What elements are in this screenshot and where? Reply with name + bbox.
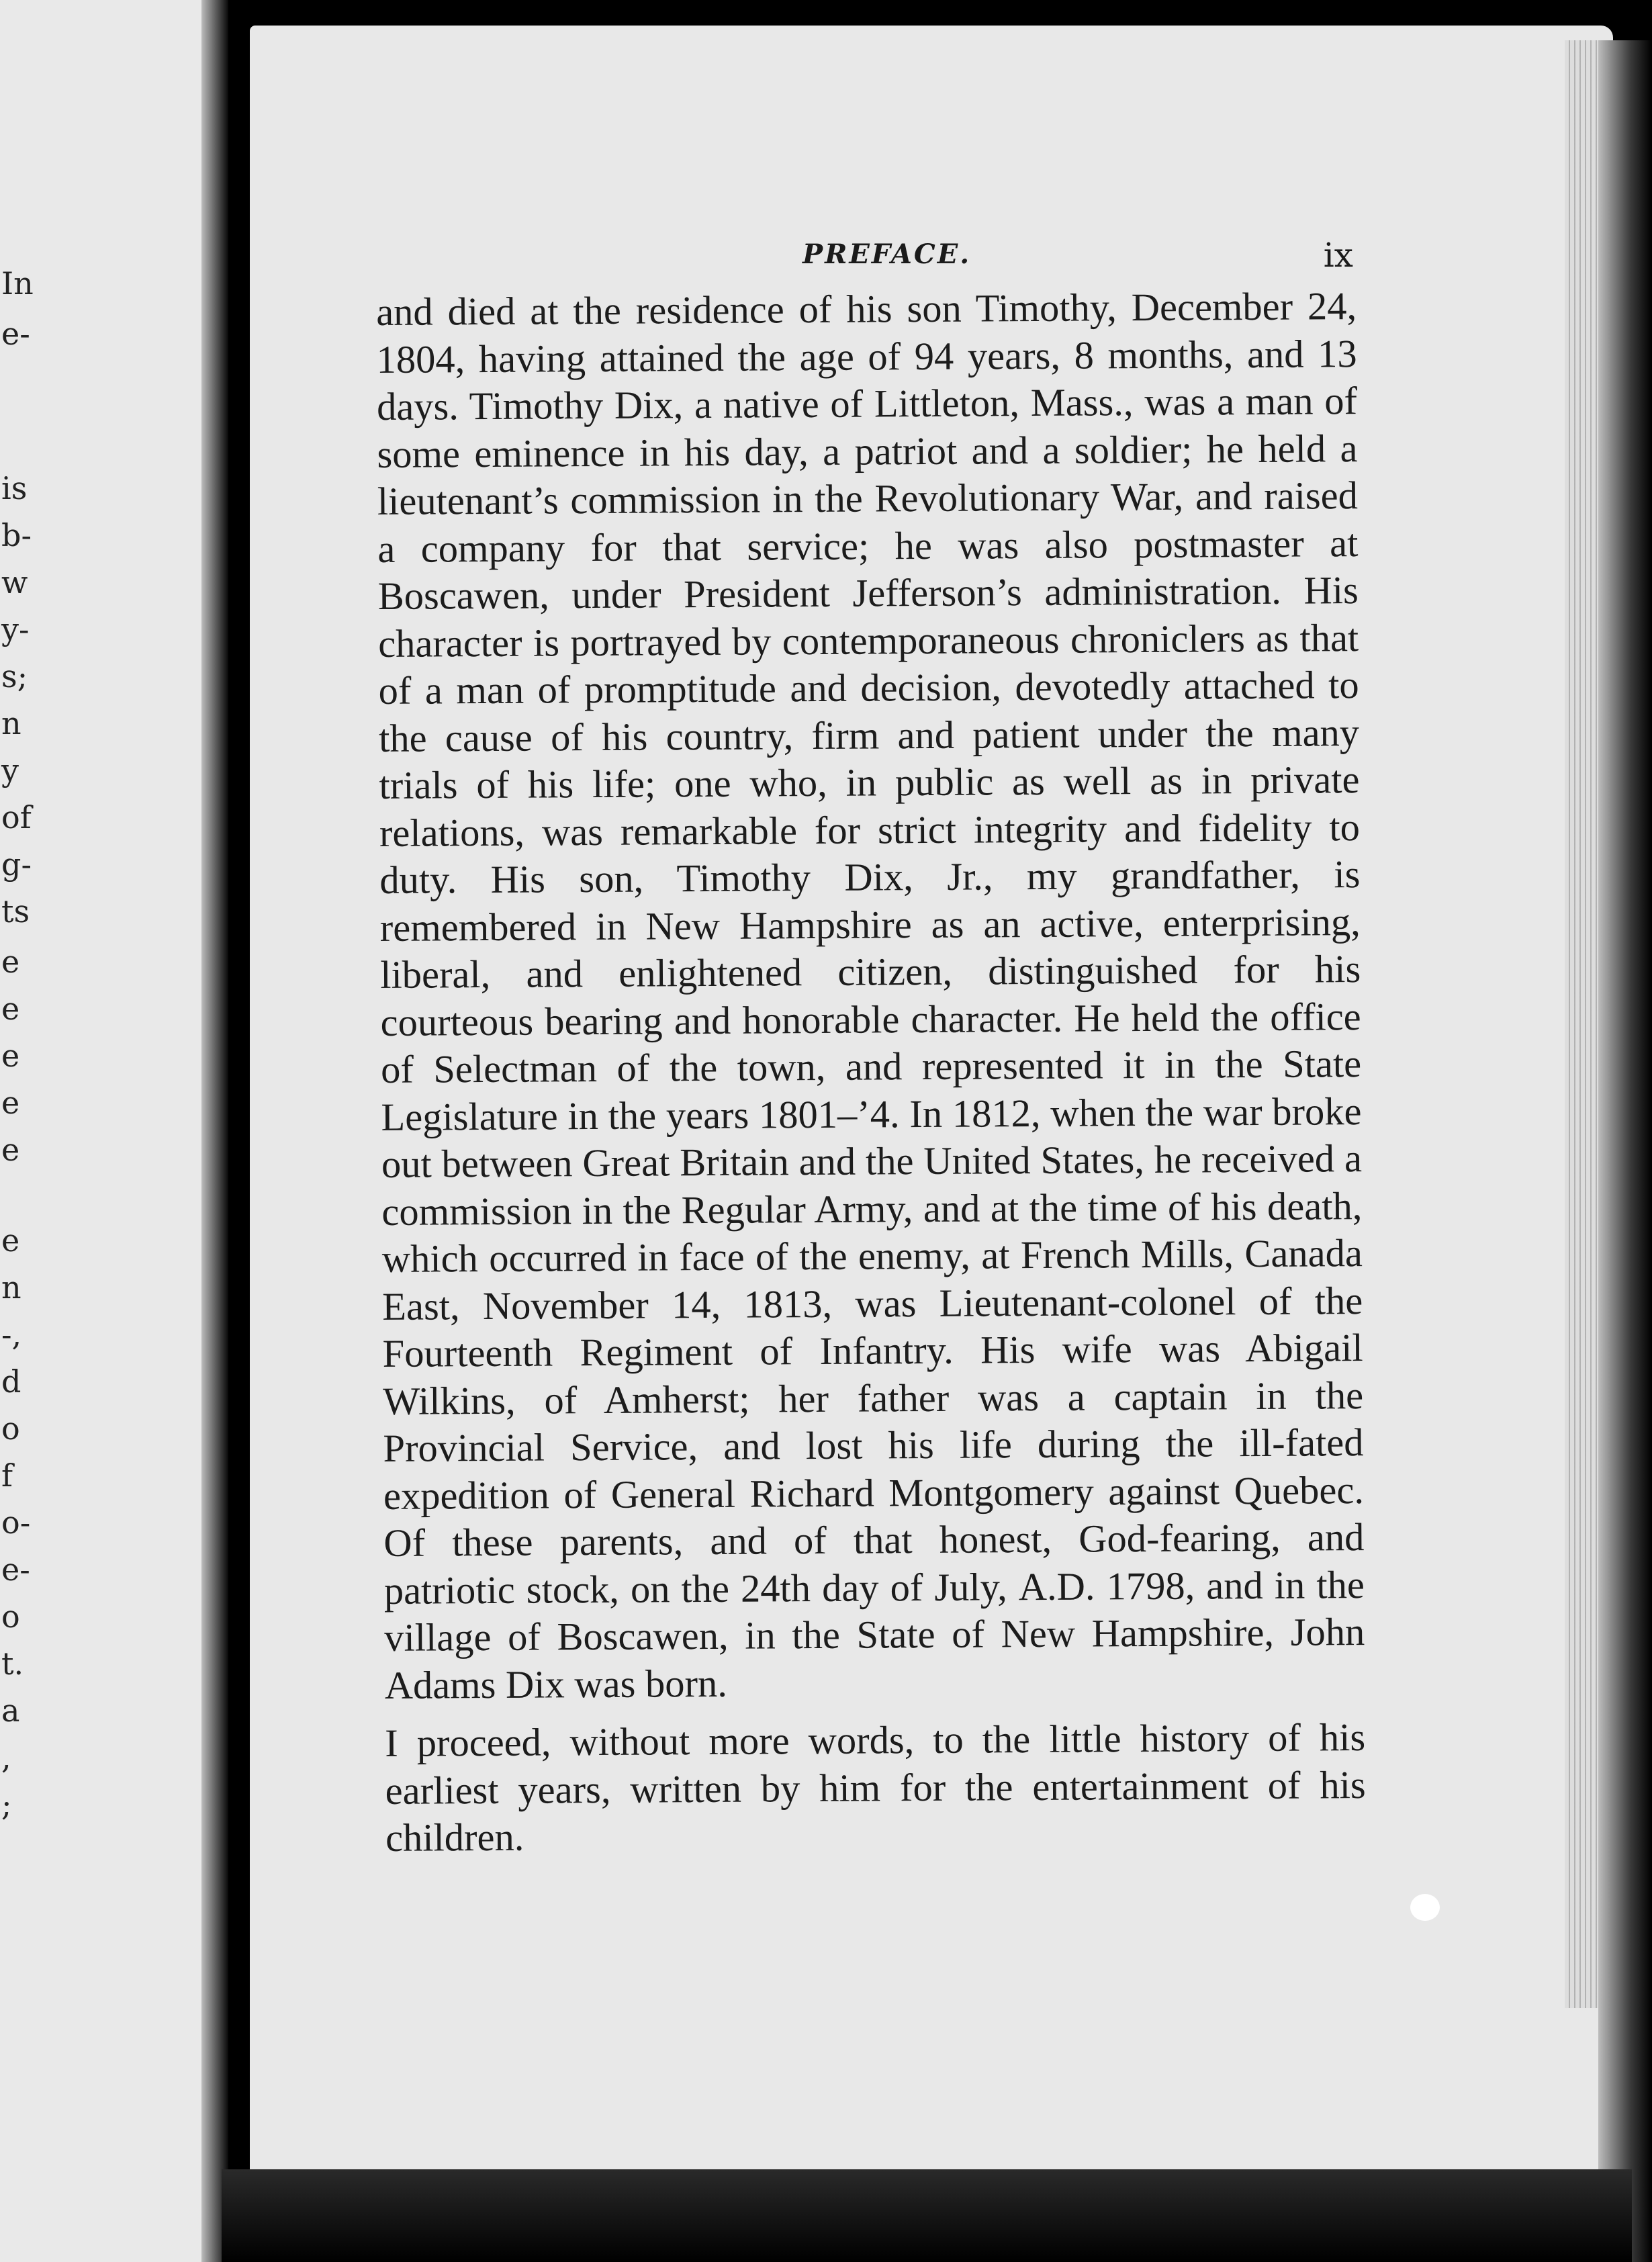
paragraph	[385, 1714, 1366, 1862]
fragment: ,	[1, 1739, 11, 1776]
right-edge-shadow	[1598, 40, 1652, 2262]
page-body	[376, 283, 1366, 1862]
fragment: ;	[1, 1786, 12, 1823]
bottom-edge-shadow	[222, 2169, 1632, 2262]
paragraph-text: and died at the residence of his son Timothy, December 24, 1804, having attained the age of 94 years, 8 months, and 13 days. Timothy Dix, a native of Littleton, Mass., was a man of some eminence in his day, a patriot and a soldier; he held a lieutenant’s commission in the Revolutionary War, and raised a company for that service; he was also postmaster at Boscawen, under President Jefferson’s administration. His character is portrayed by contemporaneous chroniclers as that of a man of promptitude and decision, devotedly attached to the cause of his country, firm and patient under the many trials of his life; one who, in public as well as in private relations, was remarkable for strict integrity and fidelity to duty. His son, Timothy Dix, Jr., my grandfather, is remembered in New Hampshire as an active, enterprising, liberal, and enlightened citizen, distinguished for his courteous bearing and honorable character. He held the office of Selectman of the town, and represented it in the State Legislature in the years 1801–’4. In 1812, when the war broke out between Great Britain and the United States, he received a commission in the Regular Army, and at the time of his death, which occurred in face of the enemy, at French Mills, Canada East, November 14, 1813, was Lieutenant-colonel of the Fourteenth Regiment of Infantry. His wife was Abigail Wilkins, of Amherst; her father was a captain in the Provincial Service, and lost his life during the ill-fated expedition of General Richard Montgomery against Quebec. Of these parents, and of that honest, God-fearing, and patriotic stock, on the 24th day of July,	[376, 284, 1365, 1613]
fragment: e	[1, 1038, 20, 1074]
fragment: b-	[1, 517, 32, 553]
fragment: In	[1, 265, 34, 302]
page-header	[802, 238, 1353, 279]
fragment: e	[1, 1222, 20, 1259]
gutter-shadow	[201, 0, 228, 2262]
paragraph-text: I proceed, without more words, to the little history of his earliest years, written by him for the entertainment of his children.	[385, 1715, 1366, 1860]
fragment: g-	[1, 846, 32, 883]
fragment: o-	[1, 1504, 31, 1541]
fragment: o	[1, 1598, 20, 1635]
paragraph-text-end: 1798, and in the village of Boscawen, in the State of New Hampshire, John Adams Dix was born.	[384, 1562, 1365, 1707]
fragment: y	[1, 752, 19, 788]
fragment: ts	[1, 893, 30, 930]
fragment: e-	[1, 316, 30, 352]
fragment: of	[1, 799, 32, 835]
page-edge	[1565, 40, 1598, 2008]
era-abbreviation: A.D.	[1018, 1564, 1095, 1609]
fragment: t.	[1, 1645, 24, 1682]
fragment: -,	[1, 1316, 22, 1353]
fragment: f	[1, 1457, 13, 1494]
page-number: ix	[1323, 236, 1353, 275]
fragment: n	[1, 1269, 21, 1306]
paragraph	[376, 283, 1365, 1709]
fragment: a	[1, 1692, 20, 1729]
fragment: e-	[1, 1551, 30, 1588]
running-title: PREFACE.	[802, 238, 972, 270]
fragment: e	[1, 1085, 20, 1121]
fragment: n	[1, 705, 21, 741]
facing-page-text-fragments	[0, 0, 47, 2262]
fragment: y-	[1, 611, 30, 647]
fragment: o	[1, 1410, 20, 1447]
fragment: w	[1, 564, 28, 600]
fragment: is	[1, 470, 28, 506]
fragment: e	[1, 991, 20, 1027]
fragment: d	[1, 1363, 21, 1400]
fragment: e	[1, 944, 20, 980]
scan-speck	[1410, 1894, 1440, 1921]
fragment: e	[1, 1132, 20, 1168]
fragment: s;	[1, 658, 28, 694]
